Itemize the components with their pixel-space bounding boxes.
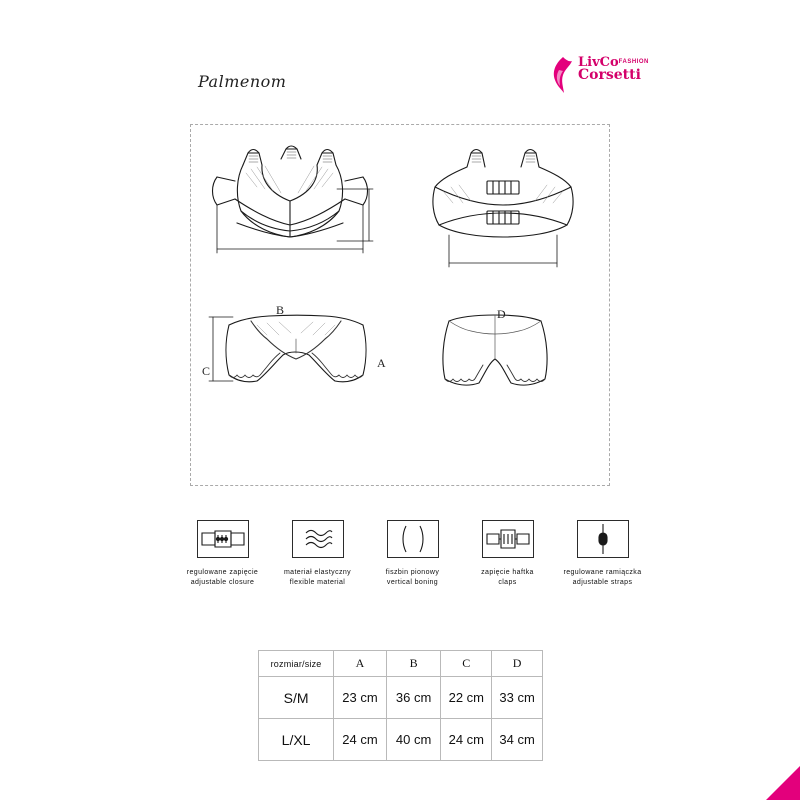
row-size: S/M [259,677,334,719]
page-header [0,28,800,91]
garment-technical-drawing [191,125,609,485]
row-value-d: 34 cm [492,719,543,761]
feature-adjustable-closure [175,520,270,588]
row-size: L/XL [259,719,334,761]
row-value-d: 33 cm [492,677,543,719]
adjustable-straps-icon [577,520,629,558]
flexible-material-icon [292,520,344,558]
feature-vertical-boning [365,520,460,588]
feature-caption [175,568,270,588]
feature-caption-en: adjustable straps [572,579,633,587]
dimension-label-d: D [497,307,506,321]
feature-caption [270,568,365,588]
vertical-boning-icon [387,520,439,558]
feature-caption-en: vertical boning [386,579,439,587]
dimension-label-a: A [377,356,386,370]
feature-caption-pl: fiszbin pionowy [385,569,440,576]
adjustable-closure-icon [197,520,249,558]
table-header-c: C [441,651,492,677]
bra-back-straps [467,150,539,168]
product-name: Palmenom [198,72,287,91]
row-value-c: 22 cm [441,677,492,719]
feature-flexible-material [270,520,365,588]
feature-caption-pl: materiał elastyczny [283,569,352,576]
dimension-label-c: C [202,364,211,378]
feature-list [175,520,642,610]
table-header-b: B [386,651,441,677]
dimension-d [449,235,557,267]
table-header-a: A [334,651,387,677]
table-header-d: D [492,651,543,677]
lace-texture [249,152,332,162]
row-value-b: 40 cm [386,719,441,761]
row-value-c: 24 cm [441,719,492,761]
table-row [259,677,543,719]
row-value-a: 23 cm [334,677,387,719]
feature-adjustable-straps [555,520,650,588]
panty-back [443,315,547,385]
brand-logo [550,54,650,98]
feature-caption-pl: zapięcie haftka [481,569,534,576]
feature-caption-en: claps [498,579,517,587]
feature-caption [365,568,460,588]
pink-corner-accent [766,766,800,800]
dimension-label-b: B [276,303,285,317]
feature-caption-pl: regulowane ramiączka [563,569,642,576]
back-hook-closure [487,181,519,224]
panty-front [226,315,366,382]
brand-mark-icon [550,56,576,94]
feature-caption-en: adjustable closure [190,579,255,587]
feature-claps [460,520,555,588]
feature-caption-en: flexible material [289,579,346,587]
brand-line1: LivCo [578,55,619,70]
feature-caption [460,568,555,588]
row-value-a: 24 cm [334,719,387,761]
feature-caption [555,568,650,588]
brand-line1-sub: FASHION [618,59,649,65]
feature-caption-pl: regulowane zapięcie [186,569,259,576]
brand-wordmark [578,56,649,82]
table-header-row [259,651,543,677]
size-table [258,650,543,761]
illustration-panel [190,124,610,486]
brand-line2: Corsetti [578,66,641,83]
row-value-b: 36 cm [386,677,441,719]
table-row [259,719,543,761]
table-header-size: rozmiar/size [259,651,334,677]
cup-shading [246,166,333,193]
clasps-icon [482,520,534,558]
dimension-c [209,317,233,381]
